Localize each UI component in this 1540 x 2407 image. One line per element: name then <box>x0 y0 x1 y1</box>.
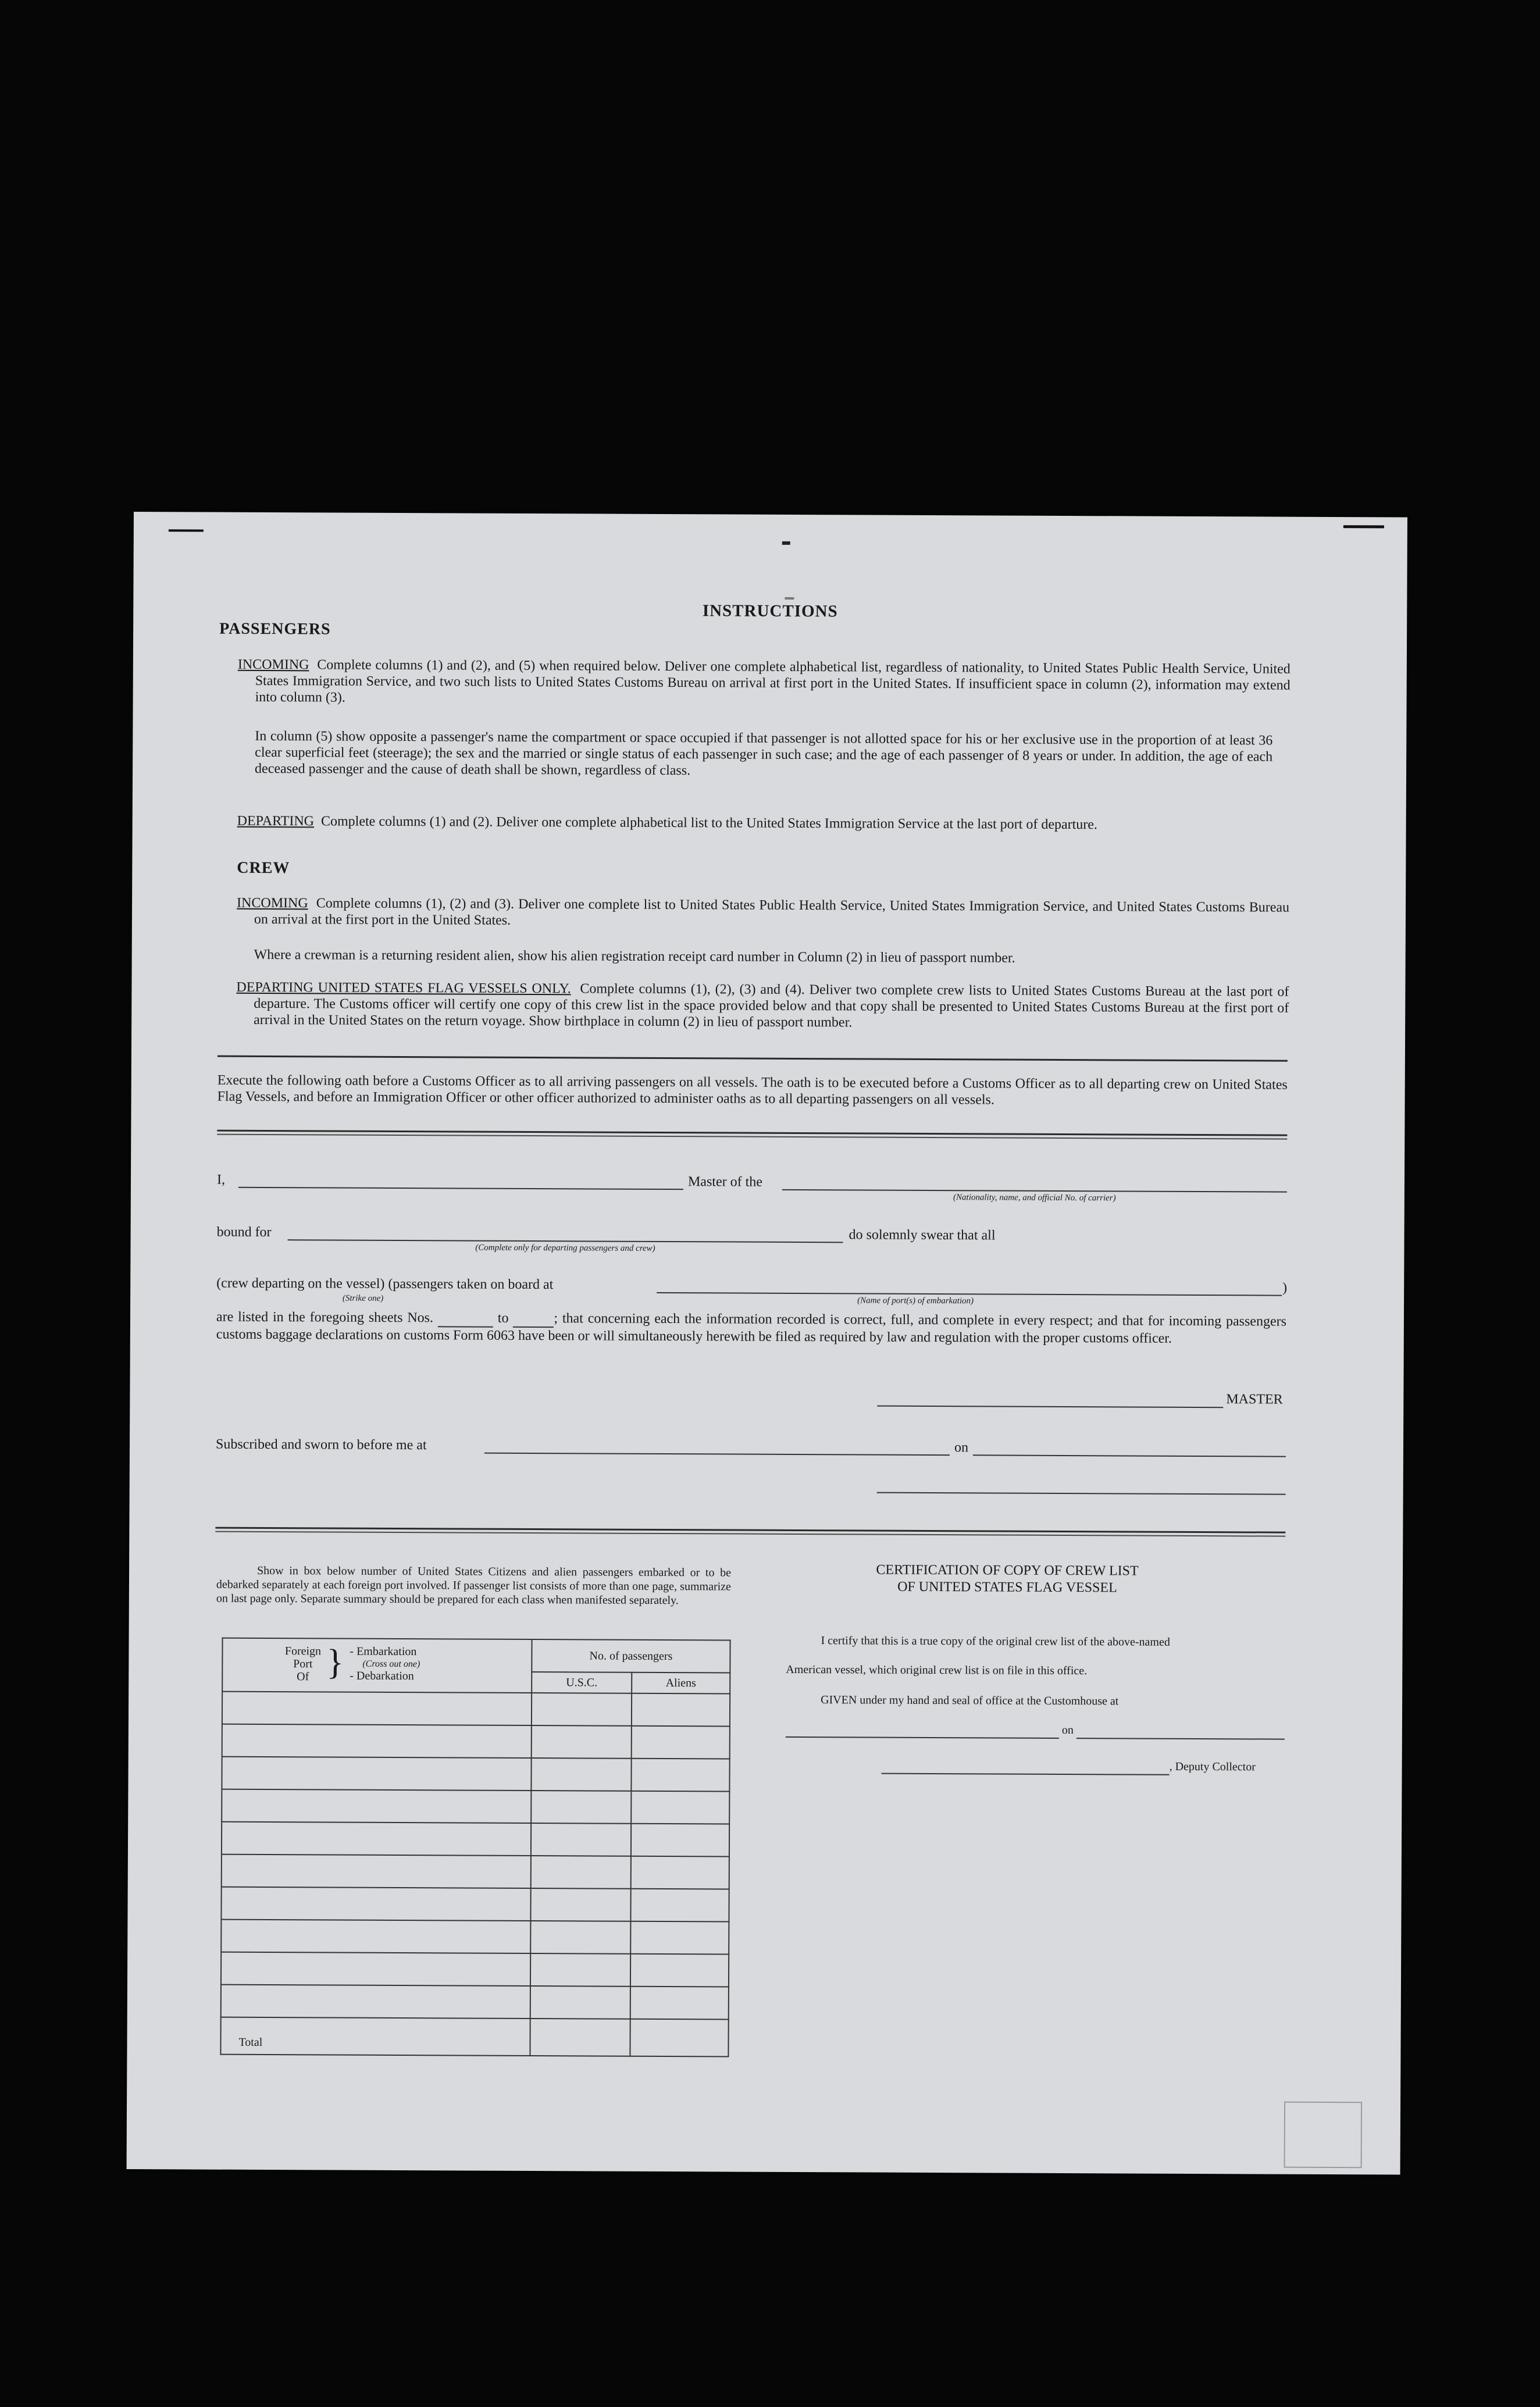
listed-text-a: are listed in the foregoing sheets Nos. <box>216 1309 434 1326</box>
form-sheet <box>127 512 1407 2175</box>
passengers-departing-label: DEPARTING <box>237 813 315 829</box>
passengers-incoming-paragraph <box>238 657 1291 710</box>
usc-cell[interactable] <box>532 1725 632 1759</box>
swear-text: do solemnly swear that all <box>849 1227 996 1243</box>
bound-for-caption: (Complete only for departing passengers and crew) <box>475 1243 655 1253</box>
crew-departing-text: Complete columns (1), (2), (3) and (4). Deliver two complete crew lists to United States Customs Bureau at the last port of departure. The Customs officer will certify one copy of this crew list in the space provided below and that copy shall be presented to United States Customs Bureau at the first port of arrival in the United States on the return voyage. Show birthplace in column (2) in lieu of passport number. <box>254 981 1289 1030</box>
aliens-cell[interactable] <box>630 1921 729 1955</box>
divider-top <box>218 1055 1288 1062</box>
aliens-cell[interactable] <box>630 1889 729 1922</box>
usc-total-cell[interactable] <box>530 2019 630 2056</box>
summary-note: Show in box below number of United States Citizens and alien passengers embarked or to be debarked separately at each foreign port involved. If passenger list consists of more than one page, summarize on last page only. Separate summary should be prepared for each class when manifested separately. <box>216 1564 732 1607</box>
sheet-no-to-field[interactable] <box>513 1310 554 1328</box>
customhouse-field[interactable] <box>786 1736 1059 1739</box>
passengers-column5-text: In column (5) show opposite a passenger's name the compartment or space occupied if that passenger is not allotted space for his or her exclusive use in the proportion of at least 36 clear superficial feet (steerage); the sex and the married or single status of each passenger in such case; and the age of each passenger of 8 years or under. In addition, the age of each deceased passenger and the cause of death shall be shown, regardless of class. <box>255 728 1273 779</box>
oath-i-label: I, <box>216 1172 226 1188</box>
page-heading: INSTRUCTIONS <box>702 601 838 621</box>
deputy-collector-label: , Deputy Collector <box>1169 1760 1256 1774</box>
aliens-cell[interactable] <box>631 1856 729 1889</box>
embarkation-ports-field[interactable] <box>657 1292 1282 1296</box>
usc-cell[interactable] <box>531 1758 631 1791</box>
usc-cell[interactable] <box>531 1791 631 1824</box>
debarkation-label: - Debarkation <box>350 1669 414 1683</box>
usc-cell[interactable] <box>530 1888 630 1921</box>
sheet-no-from-field[interactable] <box>438 1310 493 1327</box>
certification-title-line1: CERTIFICATION OF COPY OF CREW LIST <box>876 1562 1139 1579</box>
port-header-cell <box>222 1638 532 1693</box>
certify-text-b: American vessel, which original crew list is on file in this office. <box>786 1663 1088 1678</box>
carrier-caption: (Nationality, name, and official No. of carrier) <box>953 1193 1116 1203</box>
crew-departing-paragraph <box>236 979 1289 1033</box>
deputy-signature-field[interactable] <box>882 1773 1170 1775</box>
port-cell[interactable] <box>221 1985 530 2019</box>
certify-text-a: I certify that this is a true copy of the original crew list of the above-named <box>821 1634 1170 1649</box>
sworn-place-field[interactable] <box>484 1453 950 1456</box>
master-of-label: Master of the <box>687 1174 763 1190</box>
bound-for-label: bound for <box>216 1224 272 1240</box>
no-of-passengers-header: No. of passengers <box>532 1639 730 1673</box>
brace-icon: } <box>326 1642 344 1682</box>
port-cell[interactable] <box>222 1822 531 1856</box>
port-cell[interactable] <box>221 1952 530 1986</box>
passenger-summary-table <box>220 1638 730 2057</box>
crew-departing-label: DEPARTING UNITED STATES FLAG VESSELS ONLY. <box>236 979 571 997</box>
port-cell[interactable] <box>221 1920 530 1953</box>
aliens-cell[interactable] <box>630 1954 729 1987</box>
stamp-box <box>1284 2102 1362 2169</box>
aliens-header: Aliens <box>632 1673 730 1694</box>
listed-text-b: ; that concerning each the information recorded is correct, full, and complete in every respect; and that for incoming passengers customs baggage declarations on customs Form 6063 have been or will simultaneously herewith be filed as required by law and regulation with the proper customs officer. <box>216 1311 1287 1346</box>
port-cell[interactable] <box>221 1887 530 1921</box>
master-name-field[interactable] <box>238 1187 683 1190</box>
officer-signature-field[interactable] <box>877 1492 1286 1495</box>
aliens-cell[interactable] <box>631 1791 729 1824</box>
aliens-cell[interactable] <box>631 1759 729 1792</box>
crew-resident-paragraph <box>254 947 1272 968</box>
master-signature-field[interactable] <box>877 1406 1223 1408</box>
cross-out-caption: (Cross out one) <box>362 1659 420 1670</box>
embarkation-label: - Embarkation <box>350 1645 417 1659</box>
port-cell[interactable] <box>222 1855 531 1888</box>
listed-to-label: to <box>497 1310 509 1326</box>
ports-caption: (Name of port(s) of embarkation) <box>857 1296 974 1306</box>
cert-on-label: on <box>1061 1723 1074 1737</box>
aliens-cell[interactable] <box>632 1693 730 1727</box>
crew-passengers-label: (crew departing on the vessel) (passengers taken on board at <box>216 1275 554 1293</box>
certification-title <box>786 1561 1228 1597</box>
usc-cell[interactable] <box>531 1856 631 1889</box>
given-text: GIVEN under my hand and seal of office at the Customhouse at <box>821 1693 1119 1708</box>
usc-cell[interactable] <box>532 1693 632 1726</box>
port-cell[interactable] <box>222 1692 532 1725</box>
crew-incoming-paragraph <box>237 895 1289 932</box>
aliens-cell[interactable] <box>631 1824 729 1857</box>
listed-sheets-paragraph <box>216 1309 1286 1347</box>
aliens-cell[interactable] <box>630 1987 729 2020</box>
passengers-departing-paragraph <box>237 813 1290 834</box>
total-label: Total <box>220 2017 530 2056</box>
passengers-column5-paragraph <box>255 728 1272 782</box>
passengers-departing-text: Complete columns (1) and (2). Deliver one complete alphabetical list to the United States Immigration Service at the last port of departure. <box>320 814 1098 833</box>
crew-resident-text: Where a crewman is a returning resident alien, show his alien registration receipt card number in Column (2) in lieu of passport number. <box>254 947 1015 966</box>
foreign-port-of-label: Foreign Port Of <box>284 1645 322 1684</box>
certification-title-line2: OF UNITED STATES FLAG VESSEL <box>897 1579 1117 1596</box>
port-cell[interactable] <box>222 1724 532 1758</box>
oath-intro: Execute the following oath before a Customs Officer as to all arriving passengers on all vessels. The oath is to be executed before a Customs Officer as to all departing crew on United States Flag Vessels, and before an Immigration Officer or other officer authorized to administer oaths as to all departing passengers on all vessels. <box>217 1072 1288 1108</box>
usc-cell[interactable] <box>530 1953 630 1987</box>
crew-incoming-text: Complete columns (1), (2) and (3). Deliver one complete list to United States Public Health Service, United States Immigration Service, and United States Customs Bureau on arrival at the first port in the United States. <box>254 896 1290 928</box>
port-cell[interactable] <box>222 1757 531 1791</box>
aliens-total-cell[interactable] <box>630 2019 728 2057</box>
sworn-date-field[interactable] <box>973 1454 1286 1457</box>
close-paren: ) <box>1282 1280 1288 1296</box>
crew-incoming-label: INCOMING <box>237 895 308 911</box>
usc-cell[interactable] <box>530 1921 630 1954</box>
subscribed-label: Subscribed and sworn to before me at <box>215 1436 427 1453</box>
aliens-cell[interactable] <box>632 1726 730 1759</box>
usc-cell[interactable] <box>530 1986 630 2019</box>
port-cell[interactable] <box>222 1789 531 1823</box>
crew-title: CREW <box>237 858 290 878</box>
usc-header: U.S.C. <box>532 1672 632 1693</box>
sworn-on-label: on <box>954 1440 969 1456</box>
passengers-incoming-label: INCOMING <box>237 657 309 673</box>
passengers-incoming-text: Complete columns (1) and (2), and (5) when required below. Deliver one complete alphabetical list, regardless of nationality, to United States Public Health Service, United States Immigration Service, and two such lists to United States Customs Bureau on arrival at first port in the United States. If insufficient space in column (2), information may extend into column (3). <box>255 657 1291 705</box>
cert-date-field[interactable] <box>1076 1738 1285 1740</box>
strike-caption: (Strike one) <box>342 1293 384 1303</box>
usc-cell[interactable] <box>531 1823 631 1856</box>
passengers-title: PASSENGERS <box>219 619 331 639</box>
master-label: MASTER <box>1226 1392 1283 1407</box>
